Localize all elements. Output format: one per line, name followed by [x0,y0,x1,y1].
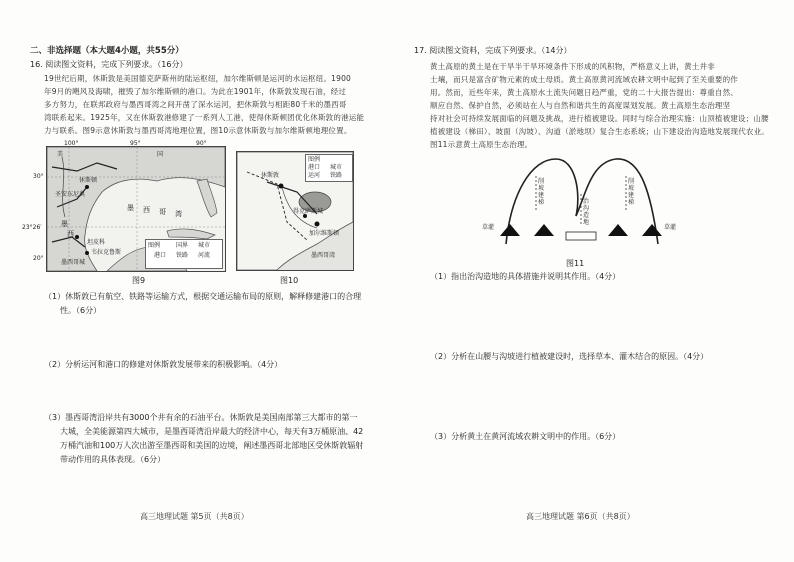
q16-sub3-line2: 大城，全美能源第四大城市，是墨西哥湾沿岸最大的经济中心，每天有3万桶原油、42 [60,427,364,436]
q17-para-line: 顺应自然、保护自然，必须站在人与自然和谐共生的高度谋划发展。黄土高原生态治理坚 [430,101,731,110]
q17-sub3: （3）分析黄土在黄河流域农耕文明中的作用。（6分） [430,432,621,441]
fig9-label-country: 国 [157,151,164,158]
fig9-label-houston: 休斯顿 [79,177,98,184]
q17-stem: 17. 阅读图文资料，完成下列要求。（14分） [414,46,572,55]
fig9-label-mex2: 西 [67,230,74,238]
fig11-label-gully: 治沟造地 [583,198,590,226]
q17-paragraph [430,60,769,151]
fig9-coord-2326: 23°26′ [22,224,42,231]
fig11-label-shrub-right: 草灌 [664,224,677,231]
q17-para-line: 用。然而，近些年来，黄土高原水土流失问题日趋严重，党的二十大报告提出：尊重自然、 [430,88,738,97]
fig10-label-houston: 休斯敦 [261,172,280,179]
q17-para-line: 土壤，而只是富含矿物元素的成土母质。黄土高原黄河流域农耕文明中起到了至关重要的作 [430,75,738,84]
loess-profile-svg [476,154,686,254]
figure-11-diagram [476,154,686,254]
fig9-label-gulf2: 西 [143,206,150,214]
fig9-label-gulf1: 墨 [127,204,134,212]
fig9-coord-30: 30° [33,173,44,180]
fig9-label-sanantonio: 圣安东尼奥 [55,191,86,198]
fig10-legend-rail: 铁路 [330,172,343,179]
left-page-footer: 高三地理试题 第5页（共8页） [140,512,249,521]
fig9-legend [145,239,223,269]
fig9-label-tampico: 坦皮科 [87,239,106,246]
q17-sub2: （2）分析在山腰与沟坡进行植被建设时，选择草本、灌木结合的原因。（4分） [430,352,709,361]
fig9-legend-title: 图例 [148,242,161,249]
fig11-label-terrace-left: 削坡建梯 [538,178,545,206]
q16-para-line: 力与联系。图9示意休斯敦与墨西哥湾地理位置，图10示意休斯敦与加尔维斯顿地理位置。 [44,126,352,135]
fig9-coord-95: 95° [130,140,141,147]
section-heading: 二、非选择题（本大题4小题，共55分） [30,46,184,56]
q16-para-line: 多方努力，在联邦政府与墨西哥湾之间开凿了深水运河，把休斯敦与相距80千米的墨西哥 [44,100,347,109]
fig9-label-veracruz: 韦拉克鲁斯 [91,249,122,256]
fig9-legend-river: 河流 [198,252,211,259]
q16-sub1-line2: 性。（6分） [60,306,102,315]
q17-para-line: 图11示意黄土高原生态治理。 [430,140,533,149]
q17-sub1: （1）指出治沟造地的具体措施并说明其作用。（4分） [430,272,621,281]
fig10-legend-city: 城市 [330,164,343,171]
fig9-coord-20: 20° [33,255,44,262]
q16-para-line: 湾联系起来。1925年，又在休斯敦港修建了一系列人工港，使得休斯顿团优化休斯敦的港运能 [44,113,365,122]
figure-9-caption: 图9 [132,276,146,285]
fig9-label-mex1: 墨 [61,220,68,228]
fig11-label-terrace-right: 削坡建梯 [628,178,635,206]
right-page-footer: 高三地理试题 第6页（共8页） [526,512,635,521]
fig9-coord-90: 90° [196,140,207,147]
fig9-label-gulf4: 湾 [175,210,182,218]
figure-10-map [236,151,354,271]
q16-sub3-line3: 万桶汽油和100万人次出游至墨西哥和美国的边境，阐述墨西哥北部地区受休斯敦辐射 [60,441,364,450]
q16-sub3-line4: 带动作用的具体表现。（6分） [60,455,166,464]
fig9-label-usa: 美 [57,151,64,158]
fig9-legend-rail: 铁路 [176,252,189,259]
fig9-label-mexicocity: 墨西哥城 [61,259,86,266]
q17-para-line: 黄土高原的黄土是在干旱半干旱环境条件下形成的风积物，严格意义上讲，黄土并非 [430,62,715,71]
fig9-label-gulf3: 哥 [159,208,166,216]
figure-11-caption: 图11 [566,259,585,268]
q16-stem: 16. 阅读图文资料，完成下列要求。（16分） [30,60,188,69]
q16-sub3-line1: （3）墨西哥湾沿岸共有3000个井有余的石油平台。休斯敦是美国南部第三大都市的第一 [44,413,358,422]
fig9-legend-port: 港口 [154,252,167,259]
fig10-label-galveston: 加尔维斯顿 [309,230,340,237]
fig9-legend-border: 国界 [176,242,189,249]
fig9-coord-100: 100° [64,140,79,147]
q16-sub2: （2）分析运河和港口的修建对休斯敦发展带来的积极影响。（4分） [44,360,283,369]
q16-paragraph [44,72,364,137]
q17-para-line: 持对社会可持续发展面临的问题及挑战，进行植被建设。同时与综合治理实施：山顶植被建设；山腰 [430,114,769,123]
q16-para-line: 19世纪后期，休斯敦是美国德克萨斯州的陆运枢纽，加尔维斯顿是运河的水运枢纽。1900 [44,74,352,83]
fig11-label-shrub-left: 草灌 [482,224,495,231]
q17-para-line: 植被建设（梯田）、坡面（沟坡）、沟道（淤地坝）复合生态系统；山下建设治沟造地发展现代农业。 [430,127,769,136]
fig9-legend-city: 城市 [198,242,211,249]
q16-sub1-line1: （1）休斯敦已有航空、铁路等运输方式，根据交通运输布局的原则，解释修建港口的合理 [44,292,362,301]
figure-9-map [46,146,226,272]
fig10-label-texascity: 得克萨斯城 [293,208,324,215]
figure-10-caption: 图10 [280,276,299,285]
fig10-legend-title: 图例 [308,156,321,163]
fig10-legend-port: 港口 [308,164,321,171]
q16-para-line: 年9月的飓风及海啸，摧毁了加尔维斯顿的港口。为此在1901年，休斯敦发现石油，经过 [44,87,347,96]
fig10-legend-canal: 运河 [308,172,321,179]
fig10-label-gulf: 墨西哥湾 [311,252,336,259]
fig10-legend [305,154,353,182]
